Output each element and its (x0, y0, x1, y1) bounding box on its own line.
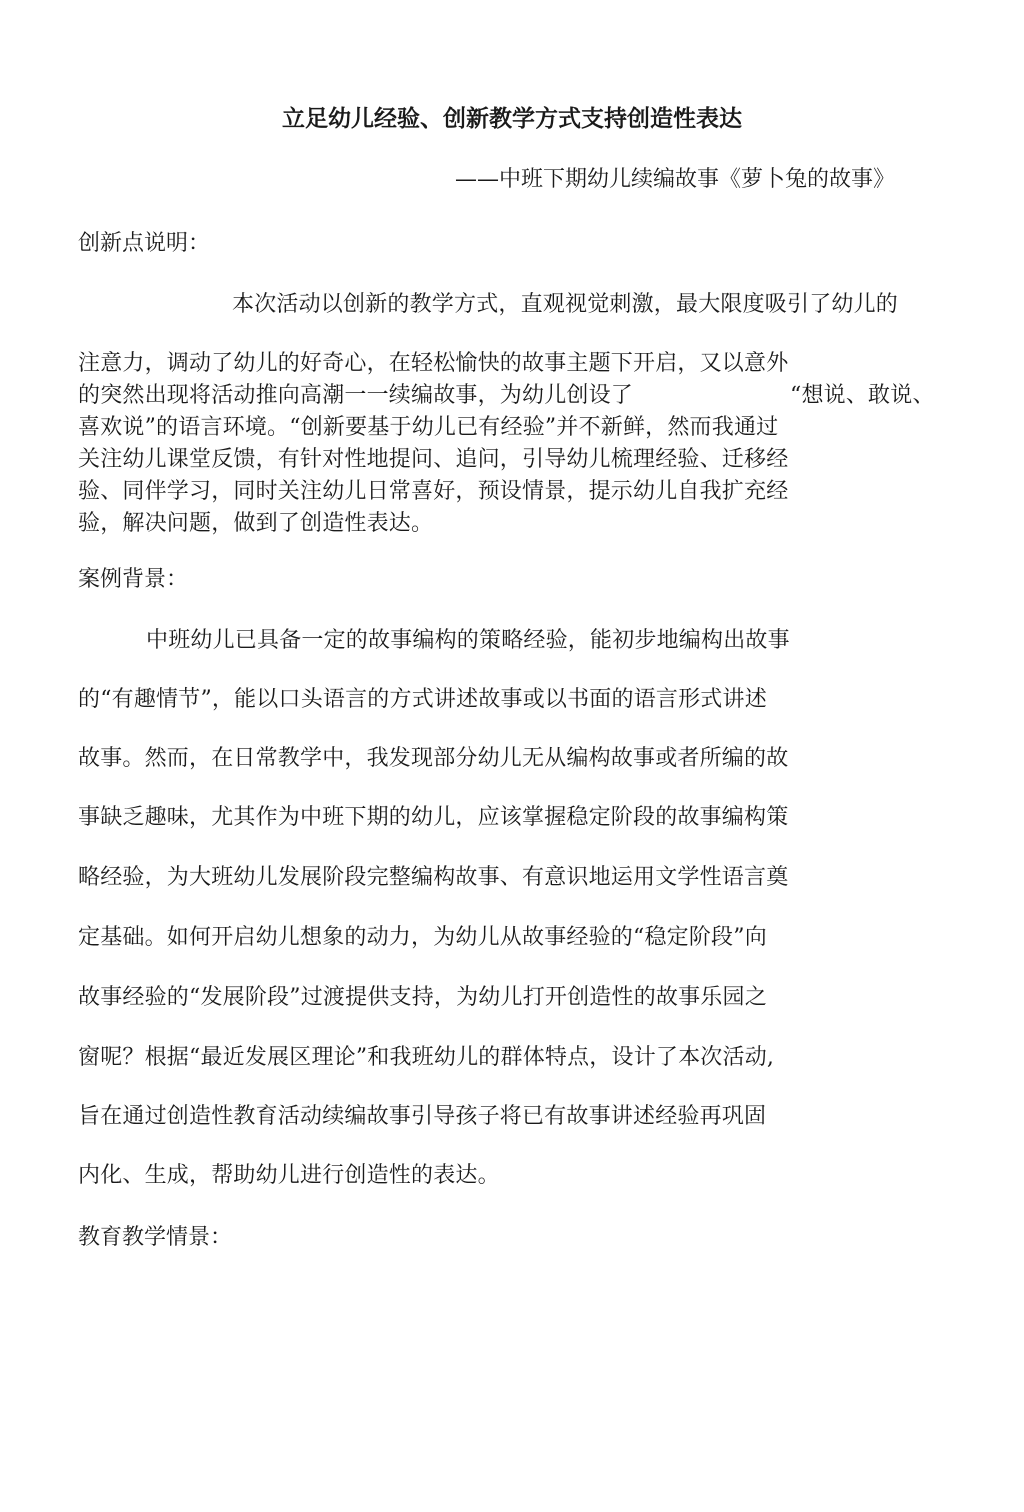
paragraph-line: 验、同伴学习，同时关注幼儿日常喜好，预设情景，提示幼儿自我扩充经 (78, 479, 789, 504)
paragraph-line: “想说、敢说、 (790, 383, 935, 408)
paragraph-line: 旨在通过创造性教育活动续编故事引导孩子将已有故事讲述经验再巩固 (78, 1104, 767, 1129)
paragraph-line: 的“有趣情节”，能以口头语言的方式讲述故事或以书面的语言形式讲述 (78, 687, 767, 712)
paragraph-line: 喜欢说”的语言环境。“创新要基于幼儿已有经验”并不新鲜，然而我通过 (78, 415, 779, 440)
document-title: 立足幼儿经验、创新教学方式支持创造性表达 (282, 105, 742, 132)
section-heading-scenario: 教育教学情景： (78, 1225, 233, 1250)
paragraph-line: 事缺乏趣味，尤其作为中班下期的幼儿，应该掌握稳定阶段的故事编构策 (78, 805, 789, 830)
paragraph-line: 故事。然而，在日常教学中，我发现部分幼儿无从编构故事或者所编的故 (78, 746, 789, 771)
paragraph-line: 窗呢？根据“最近发展区理论”和我班幼儿的群体特点，设计了本次活动, (78, 1045, 775, 1070)
paragraph-line: 注意力，调动了幼儿的好奇心，在轻松愉快的故事主题下开启，又以意外 (78, 351, 789, 376)
paragraph-line: 内化、生成，帮助幼儿进行创造性的表达。 (78, 1163, 500, 1188)
paragraph-line: 验，解决问题，做到了创造性表达。 (78, 511, 434, 536)
paragraph-line: 中班幼儿已具备一定的故事编构的策略经验，能初步地编构出故事 (146, 628, 790, 653)
paragraph-line: 的突然出现将活动推向高潮一一续编故事，为幼儿创设了 (78, 383, 634, 408)
paragraph-line: 定基础。如何开启幼儿想象的动力，为幼儿从故事经验的“稳定阶段”向 (78, 925, 767, 950)
paragraph-line: 略经验，为大班幼儿发展阶段完整编构故事、有意识地运用文学性语言奠 (78, 865, 789, 890)
paragraph-line: 故事经验的“发展阶段”过渡提供支持，为幼儿打开创造性的故事乐园之 (78, 985, 767, 1010)
paragraph-line: 本次活动以创新的教学方式，直观视觉刺激，最大限度吸引了幼儿的 (232, 292, 899, 317)
document-subtitle: ——中班下期幼儿续编故事《萝卜兔的故事》 (455, 167, 896, 192)
section-heading-background: 案例背景： (78, 567, 189, 592)
paragraph-line: 关注幼儿课堂反馈，有针对性地提问、追问，引导幼儿梳理经验、迁移经 (78, 447, 789, 472)
section-heading-innovation: 创新点说明： (78, 231, 211, 256)
